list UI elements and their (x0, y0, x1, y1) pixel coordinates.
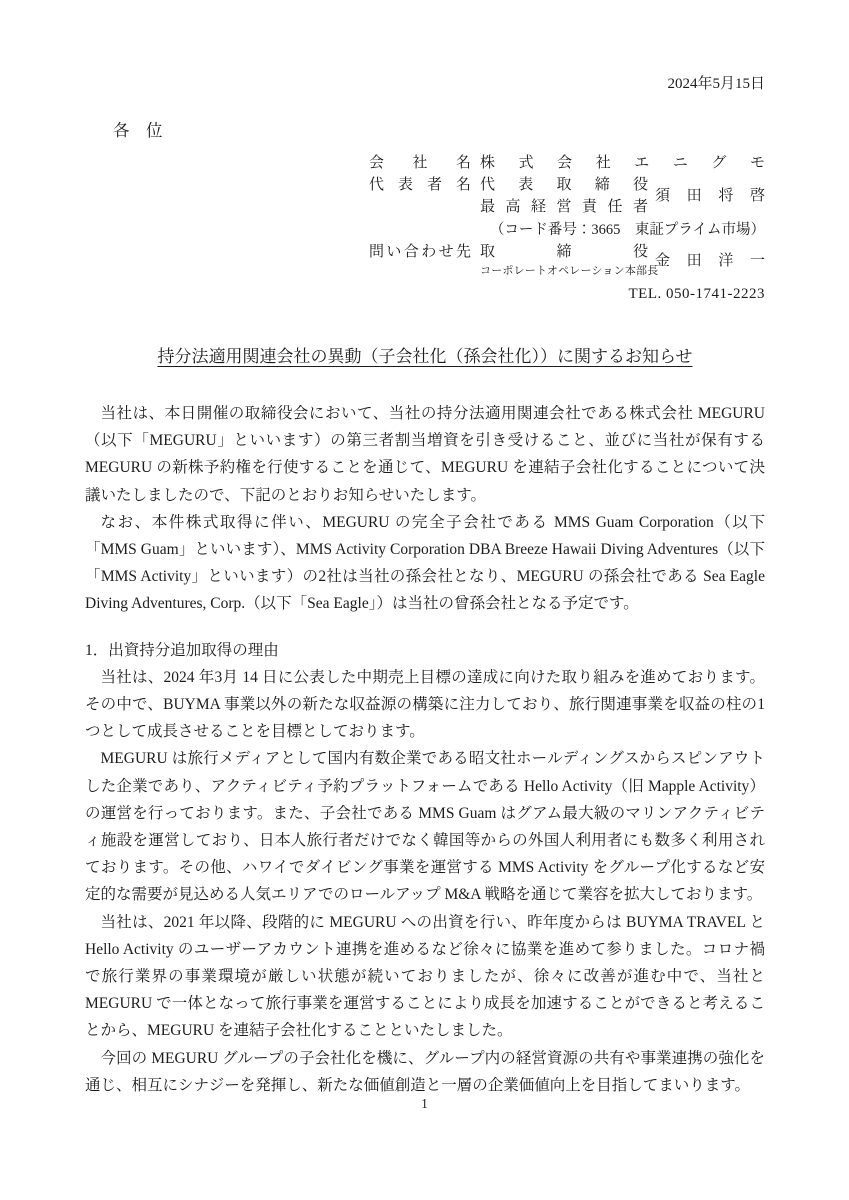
contact-row (369, 241, 765, 280)
salutation: 各 位 (113, 121, 163, 140)
intro-paragraph: 当社は、本日開催の取締役会において、当社の持分法適用関連会社である株式会社 MEGURU（以下「MEGURU」といいます）の第三者割当増資を引き受けること、並びに当社が保有する MEGURU の新株予約権を行使することを通じて、MEGURU を連結子会社化することについて決議いたしましたので、下記のとおりお知らせいたします。 (85, 405, 765, 504)
representative-label: 代表者名 (369, 177, 471, 193)
document-title-text: 持分法適用関連会社の異動（子会社化（孫会社化））に関するお知らせ (157, 347, 693, 366)
section1-heading: 1．出資持分追加取得の理由 (85, 641, 279, 659)
section1-paragraph: 当社は、2024 年3月 14 日に公表した中期売上目標の達成に向けた取り組みを進めております。その中で、BUYMA 事業以外の新たな収益源の構築に注力しており、旅行関連事業を収益の柱の1つとして成長させることを目標としております。 (85, 668, 765, 741)
document-title (85, 345, 765, 369)
contact-titles (480, 241, 659, 280)
representative-title-line1: 代表取締役 (480, 177, 648, 193)
contact-department: コーポレートオペレーション本部長 (480, 265, 659, 277)
section1-paragraph: 当社は、2021 年以降、段階的に MEGURU への出資を行い、昨年度からは BUYMA TRAVEL と Hello Activity のユーザーアカウント連携を進めるなど徐々に協業を進めて参りました。コロナ禍で旅行業界の事業環境が厳しい状態が続いておりましたが、徐々に改善が進む中で、当社と MEGURU で一体となって旅行事業を運営することにより成長を加速することができると考えることから、MEGURU を連結子会社化することといたしました。 (85, 913, 765, 1040)
company-name-label: 会社名 (369, 155, 471, 171)
company-name-row (369, 152, 765, 174)
contact-label: 問い合わせ先 (369, 244, 471, 260)
intro-paragraph: なお、本件株式取得に伴い、MEGURU の完全子会社である MMS Guam Corporation（以下「MMS Guam」といいます）、MMS Activity Corporation DBA Breeze Hawaii Diving Adventures（以下「MMS Activity」といいます）の2社は当社の孫会社となり、MEGURU の孫会社である Sea Eagle Diving Adventures, Corp.（以下「Sea Eagle」）は当社の曾孫会社となる予定です。 (85, 513, 765, 613)
page-number: 1 (421, 1096, 428, 1111)
stock-code-line: （コード番号：3665 東証プライム市場） (489, 222, 765, 238)
company-info-block (369, 152, 765, 305)
document-date: 2024年5月15日 (667, 76, 765, 92)
section1-paragraph: MEGURU は旅行メディアとして国内有数企業である昭文社ホールディングスからスピンアウトした企業であり、アクティビティ予約プラットフォームである Hello Activity（旧 Mapple Activity）の運営を行っております。また、子会社である MMS Guam はグアム最大級のマリンアクティビティ施設を運営しており、日本人旅行者だけでなく韓国等からの外国人利用者にも数多く利用されております。その他、ハワイでダイビング事業を運営する MMS Activity をグループ化するなど安定的な需要が見込める人気エリアでのロールアップ M&A 戦略を通じて業容を拡大しております。 (85, 750, 765, 904)
representative-row (369, 174, 765, 218)
contact-title: 取締役 (480, 244, 648, 260)
company-name-value: 株式会社エニグモ (480, 155, 765, 171)
section1-paragraph: 今回の MEGURU グループの子会社化を機に、グループ内の経営資源の共有や事業連携の強化を通じ、相互にシナジーを発揮し、新たな価値創造と一層の企業価値向上を目指してまいります。 (85, 1049, 765, 1094)
representative-titles (480, 174, 648, 218)
contact-tel: TEL. 050-1741-2223 (628, 286, 765, 302)
document-body (85, 400, 765, 1099)
representative-name: 須田将啓 (655, 188, 765, 204)
representative-title-line2: 最高経営責任者 (480, 199, 648, 215)
contact-name: 金田洋一 (655, 252, 765, 269)
